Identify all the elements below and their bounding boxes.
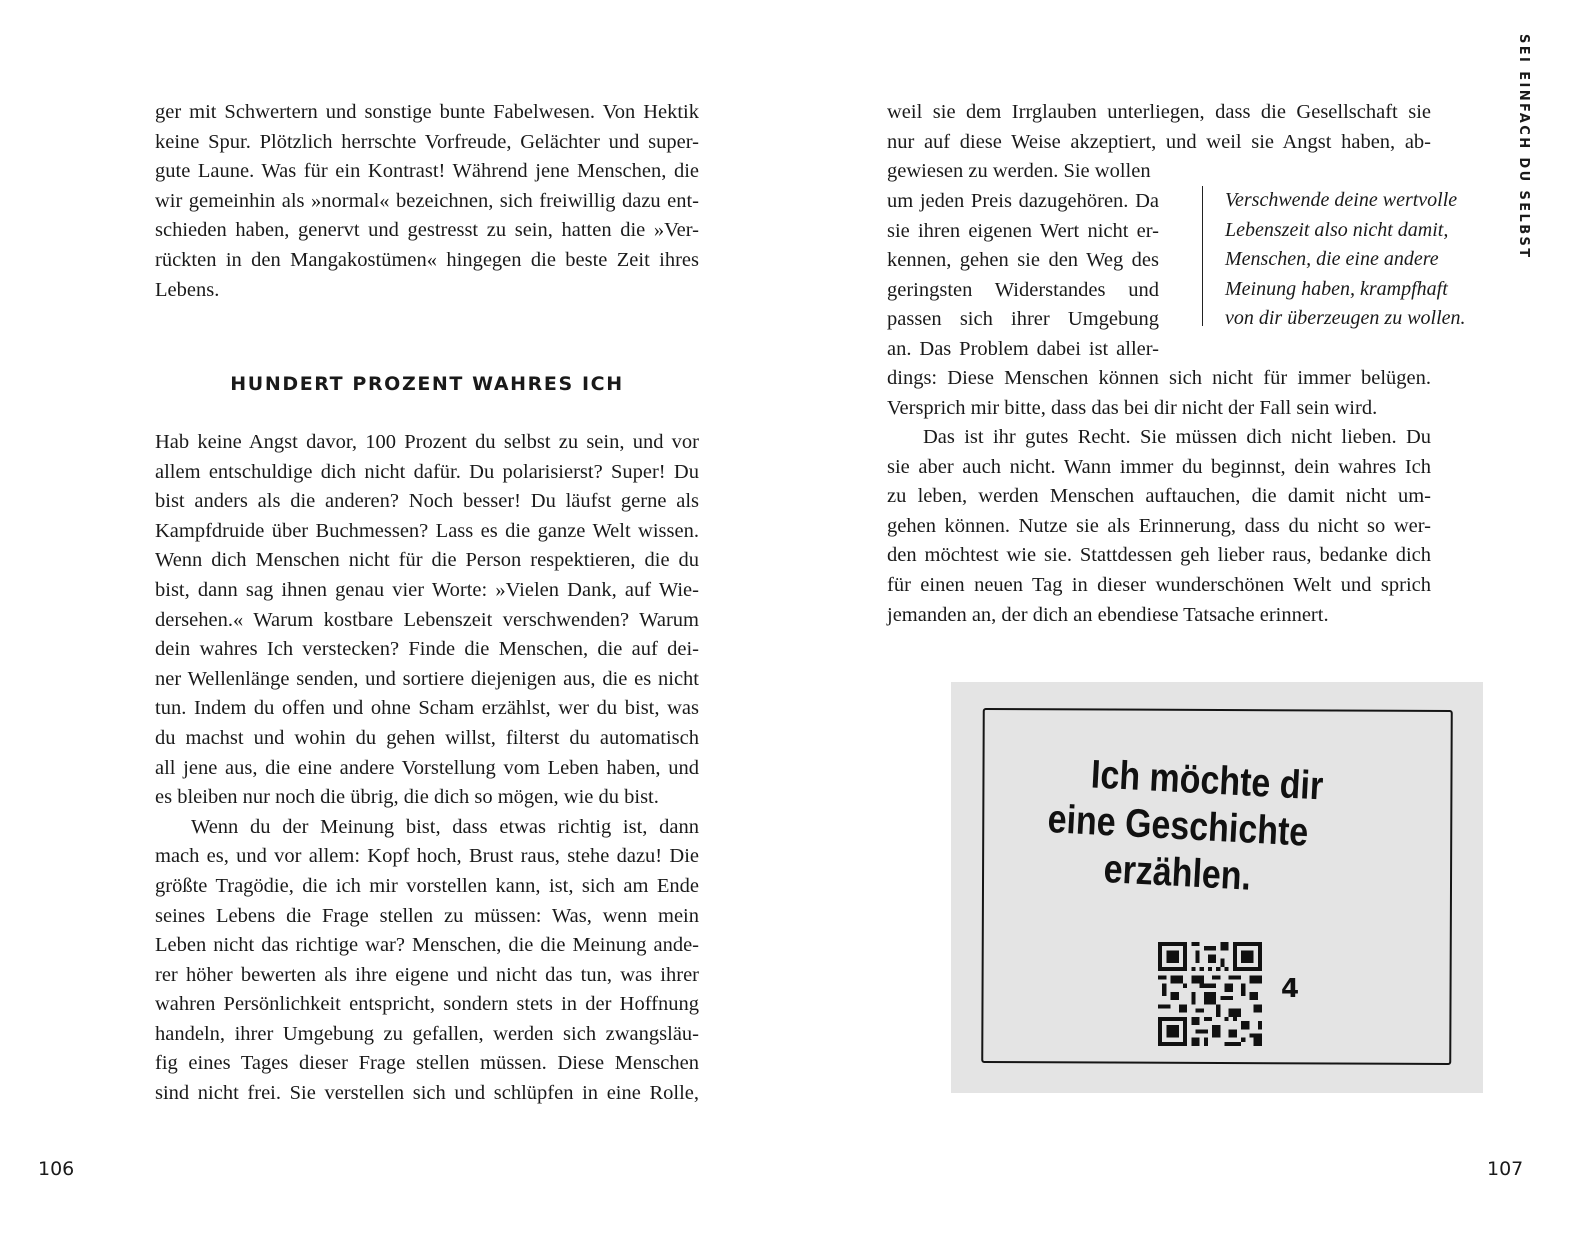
text-line: Lebens. [155, 278, 220, 301]
text-line: rückten in den Mangakostümen« hingegen die beste Zeit ihres [155, 248, 699, 271]
text-line: gute Laune. Was für ein Kontrast! Während jene Menschen, die [155, 160, 699, 183]
running-header [1509, 34, 1539, 260]
text-line: wir gemeinhin als »normal« bezeichnen, sich freiwillig dazu ent- [155, 189, 699, 212]
page-number: 106 [38, 1158, 75, 1180]
text-line: sie aber auch nicht. Wann immer du beginnst, dein wahres Ich [887, 455, 1431, 478]
text-line: keine Spur. Plötzlich herrschte Vorfreude, Gelächter und super- [155, 130, 699, 153]
story-line: erzählen. [1102, 847, 1253, 899]
story-callout-text [951, 744, 1483, 899]
paragraph [887, 423, 1431, 630]
text-line: geringsten Widerstandes und [887, 278, 1159, 301]
text-line: sie ihren eigenen Wert nicht er- [887, 219, 1159, 242]
text-line: weil sie dem Irrglauben unterliegen, dass die Gesellschaft sie [887, 101, 1431, 123]
text-line: Hab keine Angst davor, 100 Prozent du selbst zu sein, und vor [155, 431, 699, 453]
text-line: mach es, und vor allem: Kopf hoch, Brust raus, stehe dazu! Die [155, 845, 699, 868]
text-line: fig eines Tages dieser Frage stellen müssen. Diese Menschen [155, 1052, 699, 1075]
text-line: ner Wellenlänge senden, und sortiere diejenigen aus, die es nicht [155, 667, 699, 690]
paragraph-wrapped-column [887, 187, 1159, 365]
story-line: Ich möchte dir [1089, 752, 1325, 809]
running-header-text: SEI EINFACH DU SELBST [1516, 34, 1531, 260]
text-line: allem entschuldige dich nicht dafür. Du polarisierst? Super! Du [155, 460, 699, 483]
paragraph [887, 364, 1431, 423]
text-line: handeln, ihrer Umgebung zu gefallen, werden sich zwangsläu- [155, 1022, 699, 1045]
pull-quote [1202, 186, 1498, 330]
qr-code-icon[interactable] [1158, 942, 1262, 1046]
quote-line: Verschwende deine wertvolle [1225, 189, 1458, 211]
text-line: bist anders als die anderen? Noch besser! Du läufst gerne als [155, 490, 699, 513]
text-line: schieden haben, genervt und gestresst zu sein, hatten die »Ver- [155, 219, 699, 242]
text-line: um jeden Preis dazugehören. Da [887, 190, 1159, 212]
story-callout-box [951, 682, 1483, 1093]
paragraph [155, 98, 699, 305]
text-line: Wenn du der Meinung bist, dass etwas richtig ist, dann [191, 815, 699, 838]
story-line: eine Geschichte [1046, 797, 1310, 855]
quote-line: von dir überzeugen zu wollen. [1225, 307, 1466, 330]
text-line: sind nicht frei. Sie verstellen sich und schlüpfen in eine Rolle, [155, 1082, 699, 1105]
text-line: gewiesen zu werden. Sie wollen [887, 160, 1151, 183]
text-line: an. Das Problem dabei ist aller- [887, 337, 1159, 360]
text-line: für einen neuen Tag in dieser wunderschönen Welt und sprich [887, 573, 1431, 596]
right-page [797, 0, 1594, 1240]
quote-line: Meinung haben, krampfhaft [1225, 277, 1448, 300]
text-line: Versprich mir bitte, dass das bei dir nicht der Fall sein wird. [887, 396, 1378, 419]
text-line: dein wahres Ich verstecken? Finde die Menschen, die auf dei- [155, 638, 699, 661]
text-line: wahren Persönlichkeit entspricht, sondern stets in der Hoffnung [155, 993, 699, 1016]
text-line: bist, dann sag ihnen genau vier Worte: »Vielen Dank, auf Wie- [155, 578, 699, 601]
text-line: dersehen.« Warum kostbare Lebenszeit verschwenden? Warum [155, 608, 699, 631]
text-line: zu leben, werden Menschen auftauchen, die damit nicht um- [887, 485, 1431, 508]
text-line: gehen können. Nutze sie als Erinnerung, dass du nicht so wer- [887, 514, 1431, 537]
text-line: größte Tragödie, die ich mir vorstellen kann, ist, sich am Ende [155, 874, 699, 897]
section-heading: HUNDERT PROZENT WAHRES ICH [230, 373, 624, 395]
text-line: seines Lebens die Frage stellen zu müssen: Was, wenn mein [155, 904, 699, 927]
text-line: jemanden an, der dich an ebendiese Tatsache erinnert. [887, 603, 1329, 626]
text-line: rer höher bewerten als ihre eigene und nicht das tun, was ihrer [155, 963, 699, 986]
text-line: Leben nicht das richtige war? Menschen, die die Meinung ande- [155, 934, 699, 957]
paragraph [155, 428, 699, 1109]
text-line: kennen, gehen sie den Weg des [887, 249, 1159, 272]
text-line: Das ist ihr gutes Recht. Sie müssen dich nicht lieben. Du [923, 426, 1431, 448]
qr-code-number: 4 [1281, 974, 1300, 1004]
quote-line: Lebenszeit also nicht damit, [1225, 218, 1449, 241]
text-line: all jene aus, die eine andere Vorstellung vom Leben haben, und [155, 756, 699, 779]
text-line: nur auf diese Weise akzeptiert, und weil sie Angst haben, ab- [887, 130, 1431, 153]
text-line: ger mit Schwertern und sonstige bunte Fabelwesen. Von Hektik [155, 101, 699, 123]
text-line: tun. Indem du offen und ohne Scham erzählst, wer du bist, was [155, 697, 699, 720]
text-line: den möchtest wie sie. Stattdessen geh lieber raus, bedanke dich [887, 544, 1431, 567]
text-line: dings: Diese Menschen können sich nicht für immer belügen. [887, 367, 1431, 389]
text-line: passen sich ihrer Umgebung [887, 308, 1159, 331]
text-line: du machst und wohin du gehen willst, filterst du automatisch [155, 726, 699, 749]
page-number: 107 [1487, 1158, 1524, 1180]
paragraph [887, 98, 1431, 187]
quote-line: Menschen, die eine andere [1225, 248, 1439, 271]
text-line: Wenn dich Menschen nicht für die Person respektieren, die du [155, 549, 699, 572]
text-line: Kampfdruide über Buchmessen? Lass es die ganze Welt wissen. [155, 519, 699, 542]
text-line: es bleiben nur noch die übrig, die dich so mögen, wie du bist. [155, 786, 659, 809]
